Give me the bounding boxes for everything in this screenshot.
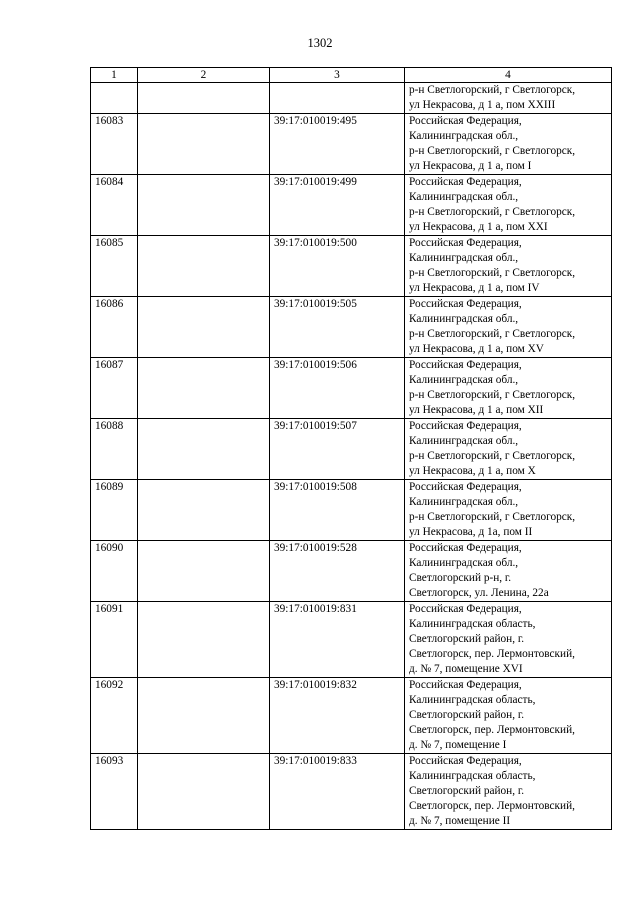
address-line: Российская Федерация,	[409, 359, 522, 371]
table-header-row	[91, 68, 612, 83]
row-number-cell: 16086	[91, 297, 138, 358]
column-2-cell	[138, 175, 270, 236]
address-cell	[405, 541, 612, 602]
row-number-cell: 16090	[91, 541, 138, 602]
row-number-cell: 16093	[91, 754, 138, 830]
address-line: Калининградская обл.,	[409, 130, 519, 142]
row-number-cell: 16084	[91, 175, 138, 236]
address-line: Светлогорский район, г.	[409, 785, 525, 797]
address-line: р-н Светлогорский, г Светлогорск,	[409, 145, 576, 157]
column-header-1: 1	[91, 68, 138, 83]
address-line: ул Некрасова, д 1 а, пом XXI	[409, 221, 548, 233]
address-line: Калининградская обл.,	[409, 313, 519, 325]
column-2-cell	[138, 83, 270, 114]
column-header-2: 2	[138, 68, 270, 83]
row-number-cell: 16087	[91, 358, 138, 419]
table-row	[91, 480, 612, 541]
address-line: Калининградская область,	[409, 694, 536, 706]
column-2-cell	[138, 114, 270, 175]
cadastral-number-cell	[270, 83, 405, 114]
column-2-cell	[138, 602, 270, 678]
cadastral-number-cell: 39:17:010019:832	[270, 678, 405, 754]
address-line: Светлогорск, пер. Лермонтовский,	[409, 724, 575, 736]
cadastral-number-cell: 39:17:010019:507	[270, 419, 405, 480]
address-line: р-н Светлогорский, г Светлогорск,	[409, 84, 576, 96]
row-number-cell: 16092	[91, 678, 138, 754]
address-line: Калининградская обл.,	[409, 557, 519, 569]
cadastral-number-cell: 39:17:010019:506	[270, 358, 405, 419]
cadastral-number-cell: 39:17:010019:495	[270, 114, 405, 175]
address-line: р-н Светлогорский, г Светлогорск,	[409, 267, 576, 279]
row-number-cell: 16088	[91, 419, 138, 480]
address-line: Калининградская обл.,	[409, 191, 519, 203]
row-number-cell: 16089	[91, 480, 138, 541]
cadastral-number-cell: 39:17:010019:528	[270, 541, 405, 602]
address-line: ул Некрасова, д 1 а, пом XXIII	[409, 99, 556, 111]
address-line: Российская Федерация,	[409, 115, 522, 127]
page-number: 1302	[307, 36, 333, 50]
address-line: Светлогорский район, г.	[409, 709, 525, 721]
column-2-cell	[138, 419, 270, 480]
address-cell	[405, 236, 612, 297]
column-2-cell	[138, 754, 270, 830]
address-line: Калининградская обл.,	[409, 374, 519, 386]
address-line: Российская Федерация,	[409, 542, 522, 554]
address-line: Светлогорский район, г.	[409, 633, 525, 645]
cadastral-number-cell: 39:17:010019:831	[270, 602, 405, 678]
table-row	[91, 83, 612, 114]
address-line: Российская Федерация,	[409, 420, 522, 432]
table-row	[91, 602, 612, 678]
address-line: д. № 7, помещение I	[409, 739, 507, 751]
address-cell	[405, 678, 612, 754]
column-header-4: 4	[405, 68, 612, 83]
address-line: Калининградская обл.,	[409, 252, 519, 264]
column-header-3: 3	[270, 68, 405, 83]
address-line: ул Некрасова, д 1 а, пом IV	[409, 282, 540, 294]
address-line: Российская Федерация,	[409, 603, 522, 615]
table-row	[91, 541, 612, 602]
address-line: р-н Светлогорский, г Светлогорск,	[409, 511, 576, 523]
address-cell	[405, 419, 612, 480]
column-2-cell	[138, 541, 270, 602]
row-number-cell: 16091	[91, 602, 138, 678]
row-number-cell: 16083	[91, 114, 138, 175]
cadastral-number-cell: 39:17:010019:500	[270, 236, 405, 297]
address-line: Калининградская область,	[409, 618, 536, 630]
row-number-cell	[91, 83, 138, 114]
column-2-cell	[138, 236, 270, 297]
cadastral-number-cell: 39:17:010019:508	[270, 480, 405, 541]
address-cell	[405, 602, 612, 678]
address-line: ул Некрасова, д 1 а, пом XII	[409, 404, 544, 416]
address-line: Светлогорск, пер. Лермонтовский,	[409, 800, 575, 812]
cadastral-number-cell: 39:17:010019:505	[270, 297, 405, 358]
address-line: д. № 7, помещение II	[409, 815, 511, 827]
cadastral-number-cell: 39:17:010019:833	[270, 754, 405, 830]
cadastral-number-cell: 39:17:010019:499	[270, 175, 405, 236]
address-line: р-н Светлогорский, г Светлогорск,	[409, 389, 576, 401]
address-line: ул Некрасова, д 1 а, пом X	[409, 465, 536, 477]
table-row	[91, 175, 612, 236]
address-line: Российская Федерация,	[409, 176, 522, 188]
address-cell	[405, 754, 612, 830]
address-line: р-н Светлогорский, г Светлогорск,	[409, 328, 576, 340]
address-line: Светлогорский р-н, г.	[409, 572, 512, 584]
address-line: Российская Федерация,	[409, 755, 522, 767]
table-body	[91, 83, 612, 830]
address-line: ул Некрасова, д 1а, пом II	[409, 526, 533, 538]
column-2-cell	[138, 358, 270, 419]
address-line: р-н Светлогорский, г Светлогорск,	[409, 450, 576, 462]
address-cell	[405, 358, 612, 419]
address-cell	[405, 175, 612, 236]
address-line: Светлогорск, ул. Ленина, 22а	[409, 587, 549, 599]
address-line: Российская Федерация,	[409, 237, 522, 249]
address-line: р-н Светлогорский, г Светлогорск,	[409, 206, 576, 218]
address-line: Российская Федерация,	[409, 679, 522, 691]
table-row	[91, 419, 612, 480]
address-line: Калининградская область,	[409, 770, 536, 782]
address-line: Светлогорск, пер. Лермонтовский,	[409, 648, 575, 660]
address-line: Российская Федерация,	[409, 298, 522, 310]
address-line: Российская Федерация,	[409, 481, 522, 493]
table-row	[91, 358, 612, 419]
column-2-cell	[138, 480, 270, 541]
address-line: Калининградская обл.,	[409, 435, 519, 447]
address-cell	[405, 83, 612, 114]
table-row	[91, 297, 612, 358]
address-cell	[405, 297, 612, 358]
table-row	[91, 678, 612, 754]
address-line: ул Некрасова, д 1 а, пом I	[409, 160, 532, 172]
table-row	[91, 754, 612, 830]
column-2-cell	[138, 297, 270, 358]
address-line: ул Некрасова, д 1 а, пом XV	[409, 343, 544, 355]
address-line: д. № 7, помещение XVI	[409, 663, 523, 675]
address-cell	[405, 114, 612, 175]
property-registry-table	[90, 67, 612, 830]
address-cell	[405, 480, 612, 541]
address-line: Калининградская обл.,	[409, 496, 519, 508]
row-number-cell: 16085	[91, 236, 138, 297]
table-row	[91, 114, 612, 175]
table-row	[91, 236, 612, 297]
column-2-cell	[138, 678, 270, 754]
